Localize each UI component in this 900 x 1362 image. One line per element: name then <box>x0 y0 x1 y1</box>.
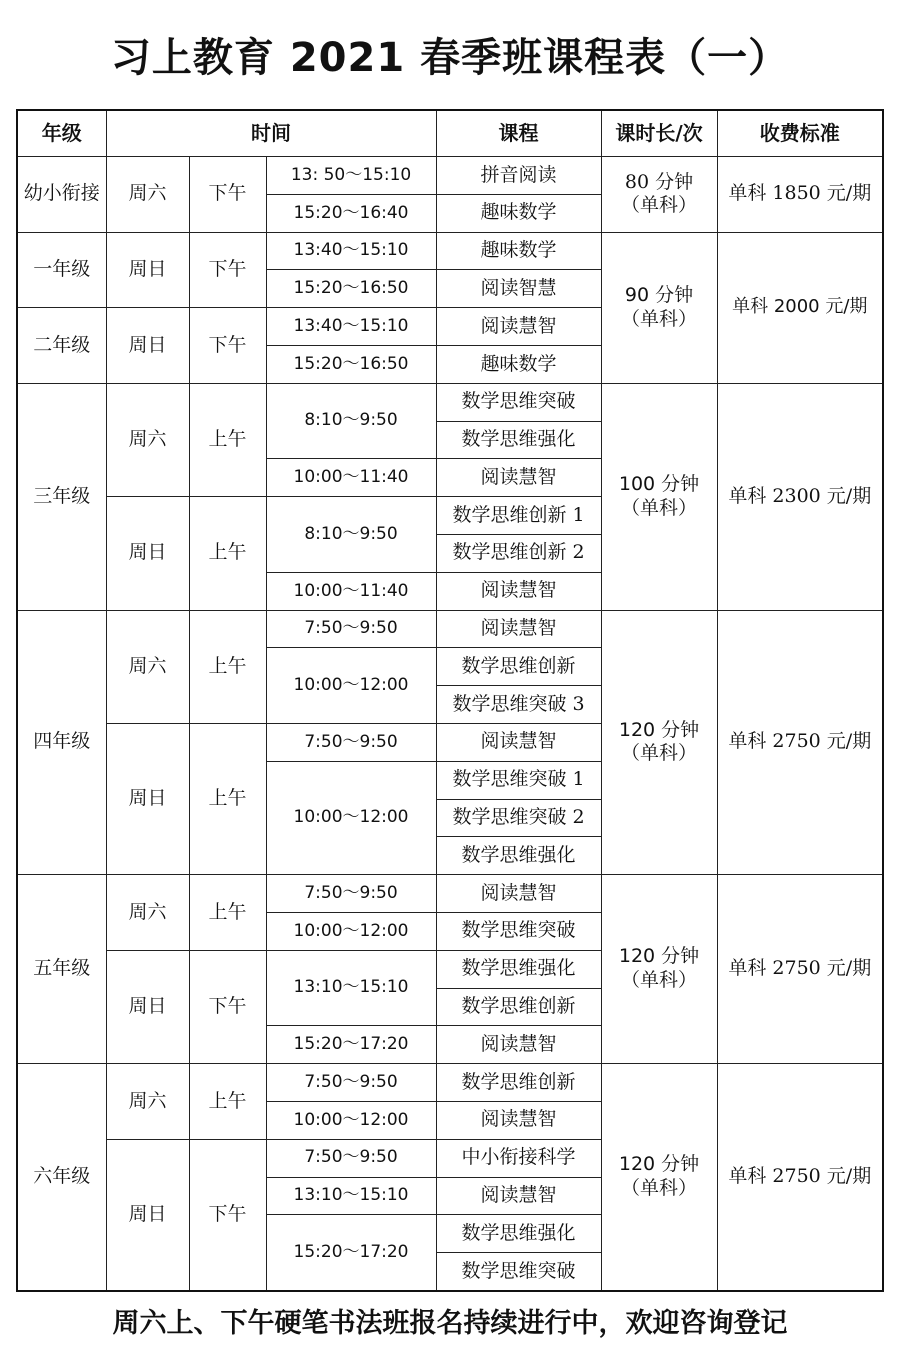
time-cell: 15:20～16:40 <box>266 194 436 232</box>
day-cell: 周日 <box>106 950 189 1063</box>
course-cell: 阅读慧智 <box>436 875 601 913</box>
course-cell: 数学思维创新 2 <box>436 534 601 572</box>
day-cell: 周日 <box>106 1139 189 1291</box>
course-cell: 数学思维突破 2 <box>436 799 601 837</box>
grade-cell: 幼小衔接 <box>17 157 106 233</box>
time-cell: 10:00～11:40 <box>266 459 436 497</box>
grade-cell: 一年级 <box>17 232 106 308</box>
duration-value: 120 分钟 <box>618 1153 700 1176</box>
time-cell: 7:50～9:50 <box>266 875 436 913</box>
course-cell: 数学思维强化 <box>436 421 601 459</box>
course-cell: 数学思维突破 <box>436 383 601 421</box>
course-cell: 数学思维强化 <box>436 950 601 988</box>
footer-notice: 周六上、下午硬笔书法班报名持续进行中，欢迎咨询登记 <box>112 1308 788 1339</box>
fee-cell: 单科 2000 元/期 <box>717 232 883 383</box>
course-cell: 拼音阅读 <box>436 157 601 195</box>
period-cell: 下午 <box>189 232 266 308</box>
duration-cell <box>601 1064 717 1291</box>
period-cell: 下午 <box>189 950 266 1063</box>
day-cell: 周六 <box>106 383 189 496</box>
course-cell: 数学思维突破 <box>436 1253 601 1291</box>
course-cell: 阅读慧智 <box>436 610 601 648</box>
duration-cell <box>601 232 717 383</box>
time-cell: 8:10～9:50 <box>266 497 436 573</box>
course-cell: 阅读慧智 <box>436 572 601 610</box>
time-cell: 10:00～12:00 <box>266 1101 436 1139</box>
course-cell: 数学思维强化 <box>436 837 601 875</box>
page-title: 习上教育 2021 春季班课程表（一） <box>110 35 790 81</box>
time-cell: 7:50～9:50 <box>266 610 436 648</box>
duration-note: （单科） <box>621 742 698 765</box>
course-cell: 阅读慧智 <box>436 459 601 497</box>
course-cell: 趣味数学 <box>436 232 601 270</box>
course-cell: 阅读慧智 <box>436 1177 601 1215</box>
period-cell: 上午 <box>189 610 266 723</box>
header-course: 课程 <box>436 110 601 157</box>
duration-note: （单科） <box>621 1177 698 1200</box>
course-cell: 阅读慧智 <box>436 1026 601 1064</box>
day-cell: 周日 <box>106 232 189 308</box>
fee-cell: 单科 1850 元/期 <box>717 157 883 233</box>
time-cell: 13: 50～15:10 <box>266 157 436 195</box>
duration-cell <box>601 610 717 875</box>
schedule-table <box>16 109 884 1292</box>
day-cell: 周六 <box>106 157 189 233</box>
course-cell: 数学思维创新 1 <box>436 497 601 535</box>
time-cell: 15:20～16:50 <box>266 345 436 383</box>
header-time: 时间 <box>106 110 436 157</box>
time-cell: 15:20～17:20 <box>266 1026 436 1064</box>
table-row <box>17 875 883 913</box>
duration-value: 90 分钟 <box>624 283 694 306</box>
day-cell: 周日 <box>106 497 189 610</box>
table-row <box>17 383 883 421</box>
grade-cell: 四年级 <box>17 610 106 875</box>
table-row <box>17 157 883 195</box>
period-cell: 下午 <box>189 308 266 384</box>
day-cell: 周六 <box>106 875 189 951</box>
course-cell: 阅读慧智 <box>436 723 601 761</box>
grade-cell: 五年级 <box>17 875 106 1064</box>
course-cell: 中小衔接科学 <box>436 1139 601 1177</box>
day-cell: 周六 <box>106 610 189 723</box>
course-cell: 数学思维创新 <box>436 648 601 686</box>
header-fee: 收费标准 <box>717 110 883 157</box>
period-cell: 下午 <box>189 1139 266 1291</box>
time-cell: 10:00～12:00 <box>266 912 436 950</box>
time-cell: 13:10～15:10 <box>266 1177 436 1215</box>
time-cell: 13:40～15:10 <box>266 308 436 346</box>
duration-value: 120 分钟 <box>618 718 700 741</box>
time-cell: 7:50～9:50 <box>266 723 436 761</box>
fee-cell: 单科 2750 元/期 <box>717 610 883 875</box>
day-cell: 周六 <box>106 1064 189 1140</box>
course-cell: 数学思维突破 3 <box>436 686 601 724</box>
table-row <box>17 232 883 270</box>
duration-cell <box>601 157 717 233</box>
course-cell: 数学思维创新 <box>436 988 601 1026</box>
duration-note: （单科） <box>621 969 698 992</box>
day-cell: 周日 <box>106 723 189 874</box>
course-cell: 阅读慧智 <box>436 308 601 346</box>
time-cell: 8:10～9:50 <box>266 383 436 459</box>
course-cell: 阅读智慧 <box>436 270 601 308</box>
duration-cell <box>601 383 717 610</box>
grade-cell: 三年级 <box>17 383 106 610</box>
course-cell: 阅读慧智 <box>436 1101 601 1139</box>
day-cell: 周日 <box>106 308 189 384</box>
course-cell: 数学思维突破 <box>436 912 601 950</box>
duration-cell <box>601 875 717 1064</box>
time-cell: 15:20～16:50 <box>266 270 436 308</box>
period-cell: 上午 <box>189 497 266 610</box>
fee-cell: 单科 2750 元/期 <box>717 1064 883 1291</box>
period-cell: 上午 <box>189 1064 266 1140</box>
duration-value: 100 分钟 <box>618 472 700 495</box>
time-cell: 10:00～11:40 <box>266 572 436 610</box>
period-cell: 上午 <box>189 875 266 951</box>
time-cell: 7:50～9:50 <box>266 1139 436 1177</box>
time-cell: 10:00～12:00 <box>266 648 436 724</box>
header-duration: 课时长/次 <box>601 110 717 157</box>
duration-value: 120 分钟 <box>618 945 700 968</box>
period-cell: 上午 <box>189 383 266 496</box>
table-row <box>17 1064 883 1102</box>
time-cell: 13:40～15:10 <box>266 232 436 270</box>
period-cell: 下午 <box>189 157 266 233</box>
table-header-row <box>17 110 883 157</box>
grade-cell: 二年级 <box>17 308 106 384</box>
table-row <box>17 610 883 648</box>
course-cell: 趣味数学 <box>436 345 601 383</box>
header-grade: 年级 <box>17 110 106 157</box>
course-cell: 趣味数学 <box>436 194 601 232</box>
time-cell: 13:10～15:10 <box>266 950 436 1026</box>
fee-cell: 单科 2300 元/期 <box>717 383 883 610</box>
period-cell: 上午 <box>189 723 266 874</box>
course-cell: 数学思维创新 <box>436 1064 601 1102</box>
course-cell: 数学思维突破 1 <box>436 761 601 799</box>
duration-note: （单科） <box>621 496 698 519</box>
duration-note: （单科） <box>621 194 698 217</box>
time-cell: 7:50～9:50 <box>266 1064 436 1102</box>
time-cell: 10:00～12:00 <box>266 761 436 874</box>
duration-note: （单科） <box>621 307 698 330</box>
fee-cell: 单科 2750 元/期 <box>717 875 883 1064</box>
time-cell: 15:20～17:20 <box>266 1215 436 1291</box>
course-cell: 数学思维强化 <box>436 1215 601 1253</box>
grade-cell: 六年级 <box>17 1064 106 1291</box>
duration-value: 80 分钟 <box>624 170 694 193</box>
